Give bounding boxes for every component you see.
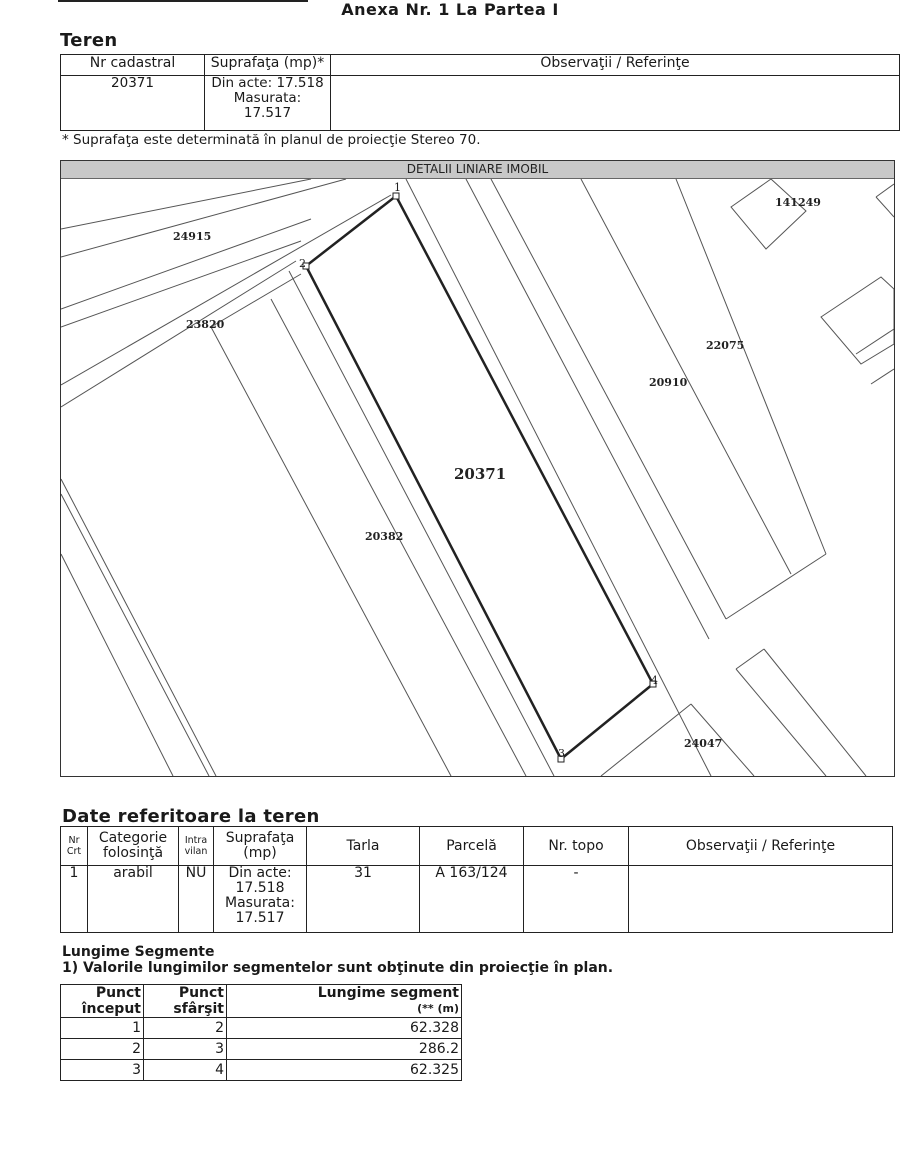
suprafata-acte: Din acte: 17.518 bbox=[211, 75, 324, 91]
col-nr-crt: Nr Crt bbox=[61, 827, 88, 866]
cadastral-map bbox=[60, 160, 895, 777]
suprafata-masurata-value: 17.517 bbox=[243, 105, 292, 121]
annex-title: Anexa Nr. 1 La Partea I bbox=[341, 0, 559, 19]
table-row bbox=[61, 1018, 462, 1039]
cell-parcela: A 163/124 bbox=[420, 866, 524, 933]
table-row bbox=[61, 1039, 462, 1060]
parcel-label: 20910 bbox=[649, 376, 688, 389]
col-punct-sfarsit: Punct sfârşit bbox=[144, 985, 227, 1018]
col-observatii: Observaţii / Referinţe bbox=[629, 827, 893, 866]
suprafata-masurata-label: Masurata: bbox=[225, 895, 295, 911]
main-parcel-label: 20371 bbox=[454, 465, 507, 483]
cell-nr-cadastral: 20371 bbox=[61, 76, 205, 131]
cell-suprafata bbox=[214, 866, 307, 933]
date-heading: Date referitoare la teren bbox=[62, 806, 320, 827]
cell-length: 62.328 bbox=[227, 1018, 462, 1039]
parcel-label: 24915 bbox=[173, 230, 212, 243]
teren-heading: Teren bbox=[60, 30, 118, 51]
cell-end: 2 bbox=[144, 1018, 227, 1039]
parcel-label: 22075 bbox=[706, 339, 745, 352]
col-parcela: Parcelă bbox=[420, 827, 524, 866]
segments-table bbox=[60, 984, 462, 1081]
cell-start: 1 bbox=[61, 1018, 144, 1039]
col-tarla: Tarla bbox=[307, 827, 420, 866]
cell-start: 2 bbox=[61, 1039, 144, 1060]
segments-heading-block bbox=[62, 944, 613, 976]
lungime-unit: (** (m) bbox=[417, 1002, 459, 1015]
suprafata-acte-value: 17.518 bbox=[235, 880, 285, 896]
col-lungime-segment bbox=[227, 985, 462, 1018]
vertex-number: 3 bbox=[558, 747, 565, 760]
col-suprafata: Suprafaţa (mp)* bbox=[205, 55, 331, 76]
col-suprafata: Suprafaţa (mp) bbox=[214, 827, 307, 866]
col-nr-cadastral: Nr cadastral bbox=[61, 55, 205, 76]
vertex-number: 2 bbox=[299, 257, 306, 270]
cell-tarla: 31 bbox=[307, 866, 420, 933]
surface-footnote: * Suprafaţa este determinată în planul de proiecţie Stereo 70. bbox=[62, 132, 481, 148]
parcel-label: 24047 bbox=[684, 737, 723, 750]
col-categorie: Categorie folosinţă bbox=[88, 827, 179, 866]
suprafata-acte-label: Din acte: bbox=[228, 865, 292, 881]
cell-nr-topo: - bbox=[524, 866, 629, 933]
teren-table bbox=[60, 54, 900, 131]
cell-end: 3 bbox=[144, 1039, 227, 1060]
map-banner: DETALII LINIARE IMOBIL bbox=[61, 161, 894, 179]
parcel-label: 20382 bbox=[365, 530, 404, 543]
vertex-number: 1 bbox=[394, 181, 401, 194]
suprafata-masurata-value: 17.517 bbox=[235, 910, 285, 926]
cell-observatii bbox=[331, 76, 900, 131]
cell-categorie: arabil bbox=[88, 866, 179, 933]
cell-start: 3 bbox=[61, 1060, 144, 1081]
col-nr-topo: Nr. topo bbox=[524, 827, 629, 866]
cell-nr: 1 bbox=[61, 866, 88, 933]
map-drawing bbox=[61, 179, 894, 776]
cell-intravilan: NU bbox=[179, 866, 214, 933]
parcel-label: 23820 bbox=[186, 318, 225, 331]
cell-observatii bbox=[629, 866, 893, 933]
table-row bbox=[61, 76, 900, 131]
parcel-label: 141249 bbox=[775, 196, 821, 209]
segments-note: 1) Valorile lungimilor segmentelor sunt obţinute din proiecţie în plan. bbox=[62, 960, 614, 976]
segments-heading: Lungime Segmente bbox=[62, 944, 215, 960]
table-row bbox=[61, 866, 893, 933]
col-punct-inceput: Punct început bbox=[61, 985, 144, 1018]
table-row bbox=[61, 1060, 462, 1081]
cell-length: 62.325 bbox=[227, 1060, 462, 1081]
cell-suprafata bbox=[205, 76, 331, 131]
suprafata-masurata-label: Masurata: bbox=[233, 90, 302, 106]
vertex-number: 4 bbox=[651, 674, 658, 687]
col-observatii: Observaţii / Referinţe bbox=[331, 55, 900, 76]
date-table bbox=[60, 826, 893, 933]
cell-length: 286.2 bbox=[227, 1039, 462, 1060]
col-intravilan: Intra vilan bbox=[179, 827, 214, 866]
lungime-label: Lungime segment bbox=[317, 985, 459, 1001]
cell-end: 4 bbox=[144, 1060, 227, 1081]
